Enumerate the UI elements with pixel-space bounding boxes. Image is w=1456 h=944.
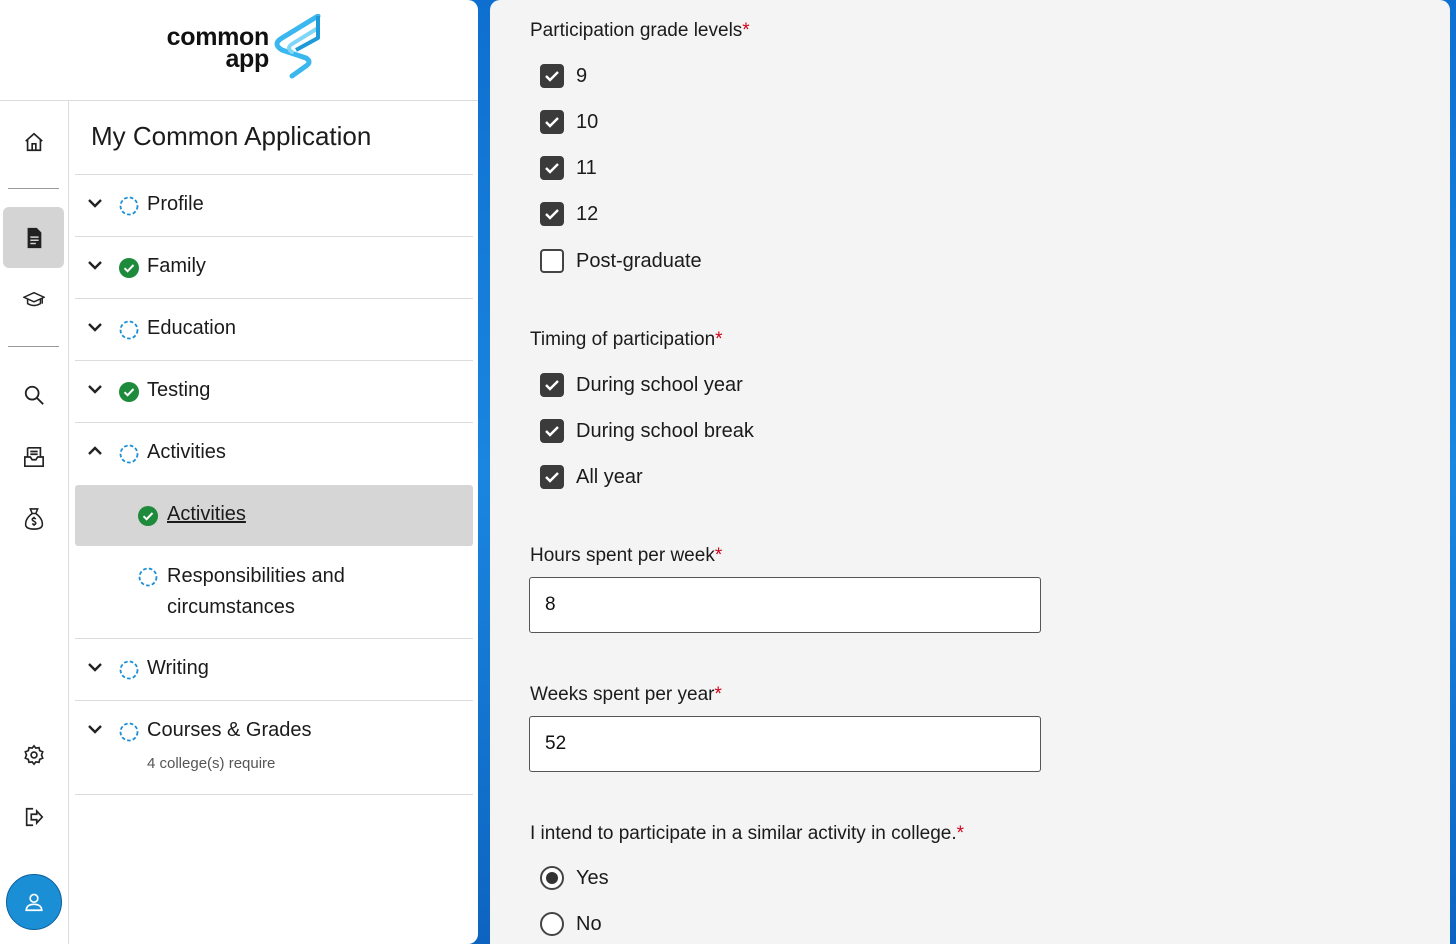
college-search-button[interactable] (3, 269, 64, 330)
intend-label (530, 823, 964, 845)
checkbox-checked[interactable] (540, 202, 564, 226)
checkbox-checked[interactable] (540, 110, 564, 134)
sign-out-button[interactable] (3, 786, 64, 847)
option-label: 11 (576, 156, 597, 179)
timing-label-text: Timing of participation (530, 329, 716, 350)
radio-dot (546, 872, 558, 884)
timing-option-school-break[interactable] (540, 417, 754, 445)
nav-item-family[interactable] (75, 236, 473, 298)
grade-option-9[interactable] (540, 62, 587, 90)
user-icon (23, 891, 45, 913)
option-label: 9 (576, 64, 588, 87)
chevron-up-icon[interactable] (87, 445, 103, 457)
required-mark: * (742, 20, 750, 41)
nav-item-label: Courses & Grades (147, 719, 312, 741)
checkbox-checked[interactable] (540, 156, 564, 180)
financial-aid-button[interactable] (3, 488, 64, 549)
activity-form-panel (490, 0, 1450, 944)
checkmark-icon (544, 115, 560, 129)
checkbox-checked[interactable] (540, 419, 564, 443)
icon-rail (0, 101, 69, 944)
sub-item-label-line1: Responsibilities and (167, 565, 345, 587)
settings-button[interactable] (3, 724, 64, 785)
grade-option-10[interactable] (540, 108, 598, 136)
hours-label (530, 545, 722, 567)
nav-item-label: Family (147, 255, 206, 277)
weeks-label-text: Weeks spent per year (530, 684, 715, 705)
search-button[interactable] (3, 364, 64, 425)
incomplete-status-icon (119, 660, 139, 680)
nav-item-writing[interactable] (75, 638, 473, 700)
nav-item-sublabel: 4 college(s) require (147, 755, 276, 772)
checkbox-checked[interactable] (540, 373, 564, 397)
grade-option-11[interactable] (540, 154, 597, 182)
chevron-down-icon[interactable] (87, 383, 103, 395)
option-label: During school break (576, 419, 754, 442)
option-label: All year (576, 465, 643, 488)
nav-item-label: Activities (147, 441, 226, 463)
nav-item-activities[interactable] (75, 422, 473, 484)
nav-title: My Common Application (91, 121, 372, 151)
radio-selected[interactable] (540, 866, 564, 890)
complete-check-icon (138, 506, 158, 526)
required-mark: * (714, 545, 723, 566)
sub-item-label[interactable]: Activities (167, 503, 246, 525)
checkbox-unchecked[interactable] (540, 249, 564, 273)
nav-item-courses-grades[interactable] (75, 700, 473, 795)
intend-option-yes[interactable] (540, 864, 609, 892)
nav-item-label: Writing (147, 657, 209, 679)
timing-option-school-year[interactable] (540, 371, 743, 399)
weeks-per-year-input[interactable] (529, 716, 1041, 772)
incomplete-status-icon (119, 320, 139, 340)
checkmark-icon (544, 161, 560, 175)
checkmark-icon (544, 69, 560, 83)
incomplete-status-icon (138, 567, 158, 587)
inbox-button[interactable] (3, 426, 64, 487)
option-label: 12 (576, 202, 599, 225)
rail-divider (8, 188, 59, 189)
home-icon (23, 131, 45, 153)
hours-label-text: Hours spent per week (530, 545, 715, 566)
chevron-down-icon[interactable] (87, 321, 103, 333)
option-label: During school year (576, 373, 743, 396)
search-icon (23, 384, 45, 406)
required-mark: * (956, 823, 965, 844)
required-mark: * (715, 329, 723, 350)
common-app-logo-mark (270, 14, 322, 80)
option-label: 10 (576, 110, 599, 133)
money-bag-icon (23, 507, 45, 531)
option-label: Yes (576, 866, 609, 889)
option-label: No (576, 912, 602, 935)
nav-item-label: Education (147, 317, 236, 339)
inbox-icon (23, 446, 45, 468)
nav-item-education[interactable] (75, 298, 473, 360)
common-app-logo[interactable] (157, 23, 269, 73)
chevron-down-icon[interactable] (87, 197, 103, 209)
incomplete-status-icon (119, 722, 139, 742)
nav-item-label: Profile (147, 193, 204, 215)
checkbox-checked[interactable] (540, 64, 564, 88)
sub-item-activities[interactable] (75, 485, 473, 546)
home-button[interactable] (3, 111, 64, 172)
document-icon (24, 227, 44, 249)
logo-area (0, 0, 478, 101)
logo-line1: common (166, 23, 269, 51)
grade-option-12[interactable] (540, 200, 598, 228)
sub-item-responsibilities[interactable] (75, 548, 473, 638)
grade-levels-label (530, 20, 750, 42)
chevron-down-icon[interactable] (87, 723, 103, 735)
checkmark-icon (544, 470, 560, 484)
rail-divider (8, 346, 59, 347)
sub-item-label-line2: circumstances (167, 596, 295, 618)
complete-check-icon (119, 382, 139, 402)
sign-out-icon (23, 806, 45, 828)
checkmark-icon (544, 378, 560, 392)
checkmark-icon (544, 424, 560, 438)
weeks-label (530, 684, 722, 706)
left-panel (0, 0, 478, 944)
checkmark-icon (544, 207, 560, 221)
required-mark: * (714, 684, 722, 705)
graduation-cap-icon (23, 290, 45, 310)
incomplete-status-icon (119, 444, 139, 464)
option-label: Post-graduate (576, 249, 702, 272)
logo-line2: app (225, 45, 269, 73)
intend-label-text: I intend to participate in a similar activity in college. (530, 823, 957, 844)
gear-icon (23, 744, 45, 766)
grade-levels-label-text: Participation grade levels (530, 20, 743, 41)
timing-label (530, 329, 723, 351)
nav-item-testing[interactable] (75, 360, 473, 422)
user-avatar-button[interactable] (6, 874, 62, 930)
nav-item-profile[interactable] (75, 174, 473, 236)
nav-item-label: Testing (147, 379, 211, 401)
chevron-down-icon[interactable] (87, 661, 103, 673)
chevron-down-icon[interactable] (87, 259, 103, 271)
grade-option-post-graduate[interactable] (540, 247, 702, 275)
radio-unselected[interactable] (540, 912, 564, 936)
application-button[interactable] (3, 207, 64, 268)
timing-option-all-year[interactable] (540, 463, 643, 491)
complete-check-icon (119, 258, 139, 278)
intend-option-no[interactable] (540, 910, 602, 938)
checkbox-checked[interactable] (540, 465, 564, 489)
hours-per-week-input[interactable] (529, 577, 1041, 633)
incomplete-status-icon (119, 196, 139, 216)
